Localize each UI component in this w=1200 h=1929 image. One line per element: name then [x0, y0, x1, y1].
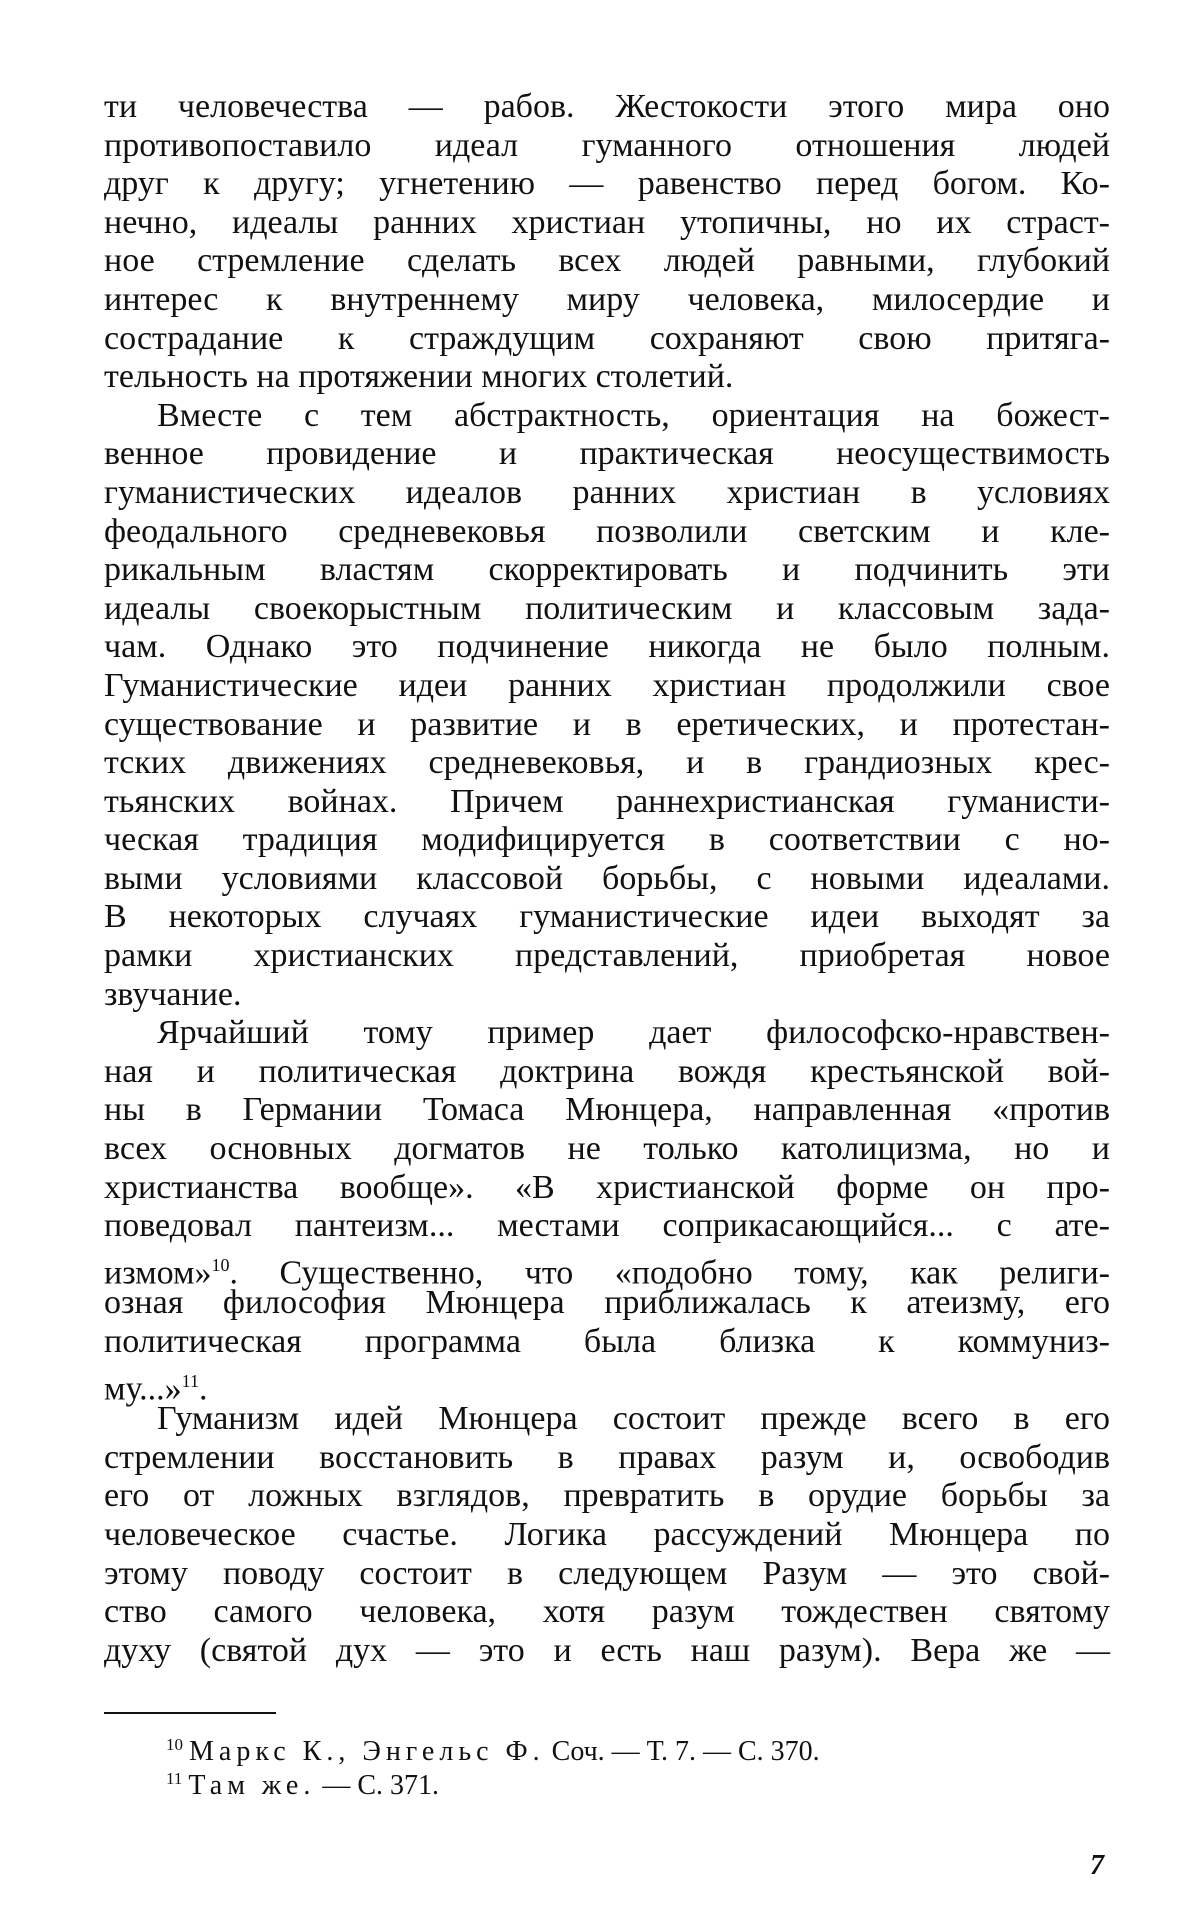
text-line: идеалы своекорыстным политическим и классовым зада- — [104, 589, 1110, 627]
text-line: этому поводу состоит в следующем Разум — это свой- — [104, 1554, 1110, 1592]
text-line: нечно, идеалы ранних христиан утопичны, но их страст- — [104, 203, 1110, 241]
text-line: выми условиями классовой борьбы, с новыми идеалами. — [104, 859, 1110, 897]
text-segment: . — [198, 1369, 208, 1407]
text-line: его от ложных взглядов, превратить в орудие борьбы за — [104, 1477, 1110, 1515]
footnote-ref[interactable]: 11 — [181, 1370, 199, 1391]
footnote-author: Там же. — [188, 1770, 316, 1801]
text-line: друг к другу; угнетению — равенство перед богом. Ко- — [104, 165, 1110, 203]
text-line: ство самого человека, хотя разум тождествен святому — [104, 1593, 1110, 1631]
footnote — [166, 1762, 1066, 1801]
text-line: Гуманистические идеи ранних христиан продолжили свое — [104, 666, 1110, 704]
text-line — [104, 1246, 1110, 1292]
text-line: гуманистических идеалов ранних христиан в условиях — [104, 473, 1110, 511]
text-line: ти человечества — рабов. Жестокости этого мира оно — [104, 88, 1110, 125]
footnote-divider — [104, 1712, 276, 1714]
text-segment: . Существенно, что «подобно тому, как религи- — [229, 1254, 1110, 1292]
text-line: звучание. — [104, 975, 242, 1013]
page-number: 7 — [1090, 1850, 1104, 1881]
text-line: ческая традиция модифицируется в соответствии с но- — [104, 821, 1110, 859]
text-line: ная и политическая доктрина вождя крестьянской вой- — [104, 1052, 1110, 1090]
text-line: тельность на протяжении многих столетий. — [104, 358, 734, 396]
text-line: Ярчайший тому пример дает философско-нравствен- — [157, 1014, 1110, 1052]
text-line: Гуманизм идей Мюнцера состоит прежде всего в его — [157, 1400, 1110, 1438]
text-line: ное стремление сделать всех людей равными, глубокий — [104, 242, 1110, 280]
text-line: поведовал пантеизм... местами соприкасающийся... с ате- — [104, 1207, 1110, 1245]
text-line: противопоставило идеал гуманного отношения людей — [104, 126, 1110, 164]
text-line: тских движениях средневековья, и в грандиозных крес- — [104, 744, 1110, 782]
text-line: политическая программа была близка к коммуниз- — [104, 1323, 1110, 1360]
text-line: интерес к внутреннему миру человека, милосердие и — [104, 280, 1110, 318]
text-segment: му...» — [104, 1369, 182, 1407]
text-line: озная философия Мюнцера приближалась к атеизму, его — [104, 1284, 1110, 1322]
text-line: ны в Германии Томаса Мюнцера, направленная «против — [104, 1091, 1110, 1129]
text-line: венное провидение и практическая неосуществимость — [104, 435, 1110, 473]
text-line: стремлении восстановить в правах разум и, освободив — [104, 1438, 1110, 1476]
text-line: человеческое счастье. Логика рассуждений Мюнцера по — [104, 1515, 1110, 1553]
footnote-author: Маркс К., Энгельс Ф. — [189, 1736, 545, 1767]
footnote — [166, 1728, 1066, 1767]
text-line: существование и развитие и в еретических, и протестан- — [104, 705, 1110, 743]
text-line: рикальным властям скорректировать и подчинить эти — [104, 551, 1110, 589]
text-line: всех основных догматов не только католицизма, но и — [104, 1130, 1110, 1168]
footnote-number: 11 — [166, 1769, 183, 1788]
footnote-ref[interactable]: 10 — [211, 1254, 230, 1275]
footnote-text: Соч. — Т. 7. — С. 370. — [544, 1736, 820, 1767]
page-body — [104, 88, 1110, 1670]
text-line: христианства вообще». «В христианской форме он про- — [104, 1168, 1110, 1206]
text-line: феодального средневековья позволили светским и кле- — [104, 512, 1110, 550]
text-line: сострадание к страждущим сохраняют свою притяга- — [104, 319, 1110, 357]
text-line: В некоторых случаях гуманистические идеи выходят за — [104, 898, 1110, 936]
text-line: Вместе с тем абстрактность, ориентация на божест- — [157, 396, 1110, 434]
footnote-number: 10 — [166, 1735, 183, 1754]
text-line: духу (святой дух — это и есть наш разум). Вера же — — [104, 1631, 1110, 1669]
text-line: тьянских войнах. Причем раннехристианская гуманисти- — [104, 782, 1110, 820]
text-segment: измом» — [104, 1254, 212, 1292]
text-line — [104, 1362, 1110, 1407]
footnote-text: — С. 371. — [315, 1770, 440, 1801]
footnotes — [166, 1728, 1066, 1801]
text-line: рамки христианских представлений, приобретая новое — [104, 937, 1110, 975]
text-line: чам. Однако это подчинение никогда не было полным. — [104, 628, 1110, 666]
